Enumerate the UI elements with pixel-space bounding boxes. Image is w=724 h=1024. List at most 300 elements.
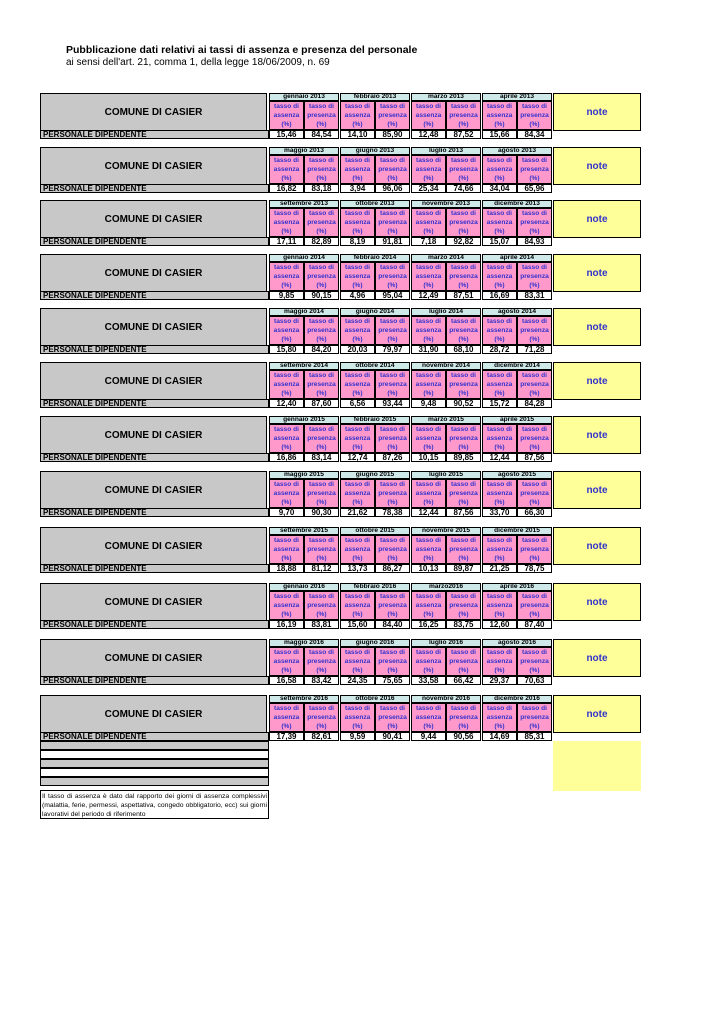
value-cell: 89,87 — [446, 564, 481, 573]
col-header-line: tasso di — [416, 649, 441, 656]
col-header-line: tasso di — [522, 264, 547, 271]
col-header-line: assenza — [486, 546, 513, 554]
col-header-line: presenza — [449, 112, 478, 120]
value-cell: 24,35 — [340, 676, 375, 685]
col-header-line: presenza — [378, 219, 407, 227]
col-header-line: (%) — [352, 175, 363, 183]
col-header-line: (%) — [316, 175, 327, 183]
col-header-presenza — [517, 208, 552, 237]
col-header-presenza — [446, 479, 481, 508]
value-cell: 84,54 — [304, 130, 339, 139]
period-block — [40, 639, 641, 685]
col-header-line: (%) — [494, 444, 505, 452]
col-header-line: (%) — [494, 228, 505, 236]
col-header-line: presenza — [307, 546, 336, 554]
col-header-line: (%) — [458, 390, 469, 398]
col-header-line: (%) — [529, 611, 540, 619]
col-header-line: (%) — [316, 611, 327, 619]
value-cell: 89,85 — [446, 453, 481, 462]
month-header: novembre 2015 — [411, 527, 481, 535]
col-header-presenza — [517, 535, 552, 564]
col-header-presenza — [375, 479, 410, 508]
col-header-presenza — [517, 155, 552, 184]
col-header-line: tasso di — [309, 426, 334, 433]
col-header-line: assenza — [344, 546, 371, 554]
col-header-line: presenza — [520, 714, 549, 722]
footnote: Il tasso di assenza è dato dal rapporto dei giorni di assenza complessivi (malattia, ferie, permessi, aspettativa, congedo obbligatorio, ecc) sui giorni lavorativi del periodo di riferimento — [40, 790, 269, 819]
col-header-line: tasso di — [309, 372, 334, 379]
col-header-line: (%) — [529, 228, 540, 236]
col-header-line: presenza — [520, 658, 549, 666]
col-header-line: tasso di — [274, 157, 299, 164]
col-header-line: presenza — [378, 435, 407, 443]
col-header-line: (%) — [281, 555, 292, 563]
month-header: novembre 2013 — [411, 200, 481, 208]
col-header-assenza — [269, 370, 304, 399]
value-cell: 33,58 — [411, 676, 446, 685]
col-header-line: tasso di — [380, 481, 405, 488]
col-header-line: assenza — [273, 327, 300, 335]
col-header-line: assenza — [415, 273, 442, 281]
col-header-line: (%) — [423, 282, 434, 290]
comune-name: COMUNE DI CASIER — [40, 639, 267, 677]
month-header: dicembre 2013 — [482, 200, 552, 208]
value-cell: 78,75 — [517, 564, 552, 573]
col-header-line: (%) — [458, 336, 469, 344]
col-header-presenza — [517, 370, 552, 399]
col-header-assenza — [411, 703, 446, 732]
col-header-line: tasso di — [274, 318, 299, 325]
month-header: febbraio 2015 — [340, 416, 410, 424]
col-header-line: (%) — [423, 444, 434, 452]
month-header: settembre 2016 — [269, 695, 339, 703]
col-header-assenza — [411, 647, 446, 676]
col-header-line: tasso di — [380, 426, 405, 433]
month-header: maggio 2014 — [269, 308, 339, 316]
period-block — [40, 416, 641, 462]
col-header-line: (%) — [281, 499, 292, 507]
value-cell: 12,60 — [482, 620, 517, 629]
col-header-line: (%) — [529, 175, 540, 183]
value-cell: 16,19 — [269, 620, 304, 629]
col-header-line: (%) — [423, 390, 434, 398]
row-label: PERSONALE DIPENDENTE — [40, 620, 269, 629]
col-header-line: tasso di — [487, 210, 512, 217]
col-header-line: (%) — [529, 336, 540, 344]
col-header-line: assenza — [344, 327, 371, 335]
col-header-presenza — [446, 647, 481, 676]
col-header-line: presenza — [378, 273, 407, 281]
col-header-line: tasso di — [274, 537, 299, 544]
col-header-presenza — [446, 591, 481, 620]
value-cell: 85,31 — [517, 732, 552, 741]
col-header-assenza — [269, 703, 304, 732]
notes-area — [553, 741, 641, 791]
col-header-line: (%) — [387, 444, 398, 452]
col-header-line: (%) — [316, 555, 327, 563]
month-header: febbraio 2014 — [340, 254, 410, 262]
col-header-line: (%) — [494, 175, 505, 183]
value-cell: 12,48 — [411, 130, 446, 139]
col-header-line: (%) — [458, 121, 469, 129]
col-header-line: tasso di — [380, 537, 405, 544]
col-header-line: (%) — [458, 667, 469, 675]
value-cell: 90,30 — [304, 508, 339, 517]
col-header-line: (%) — [352, 282, 363, 290]
col-header-line: assenza — [344, 658, 371, 666]
col-header-line: presenza — [307, 381, 336, 389]
col-header-line: assenza — [486, 273, 513, 281]
col-header-line: tasso di — [274, 593, 299, 600]
col-header-line: presenza — [307, 273, 336, 281]
col-header-line: (%) — [529, 121, 540, 129]
col-header-presenza — [517, 703, 552, 732]
col-header-assenza — [340, 370, 375, 399]
col-header-line: assenza — [486, 112, 513, 120]
col-header-line: presenza — [378, 546, 407, 554]
value-cell: 65,96 — [517, 184, 552, 193]
col-header-line: presenza — [449, 327, 478, 335]
value-cell: 87,26 — [375, 453, 410, 462]
value-cell: 15,07 — [482, 237, 517, 246]
col-header-line: tasso di — [522, 649, 547, 656]
col-header-assenza — [340, 262, 375, 291]
col-header-assenza — [482, 703, 517, 732]
month-header: aprile 2014 — [482, 254, 552, 262]
col-header-line: (%) — [281, 444, 292, 452]
col-header-line: presenza — [449, 714, 478, 722]
col-header-assenza — [482, 208, 517, 237]
col-header-line: tasso di — [345, 705, 370, 712]
col-header-line: tasso di — [522, 318, 547, 325]
month-header: giugno 2015 — [340, 471, 410, 479]
col-header-line: (%) — [316, 336, 327, 344]
note-cell: note — [553, 200, 641, 238]
value-cell: 15,72 — [482, 399, 517, 408]
month-header: luglio 2015 — [411, 471, 481, 479]
period-block — [40, 147, 641, 193]
col-header-line: (%) — [529, 499, 540, 507]
col-header-line: (%) — [352, 499, 363, 507]
col-header-presenza — [446, 262, 481, 291]
col-header-assenza — [482, 101, 517, 130]
empty-row — [40, 777, 269, 786]
month-header: ottobre 2015 — [340, 527, 410, 535]
col-header-assenza — [411, 155, 446, 184]
col-header-line: tasso di — [487, 157, 512, 164]
value-cell: 16,82 — [269, 184, 304, 193]
col-header-line: tasso di — [345, 426, 370, 433]
col-header-line: (%) — [352, 723, 363, 731]
col-header-line: (%) — [387, 336, 398, 344]
value-cell: 25,34 — [411, 184, 446, 193]
col-header-line: (%) — [529, 444, 540, 452]
col-header-line: tasso di — [451, 537, 476, 544]
value-cell: 90,41 — [375, 732, 410, 741]
value-cell: 4,96 — [340, 291, 375, 300]
value-cell: 84,28 — [517, 399, 552, 408]
col-header-assenza — [411, 208, 446, 237]
col-header-line: assenza — [273, 490, 300, 498]
col-header-assenza — [482, 535, 517, 564]
col-header-line: assenza — [273, 219, 300, 227]
value-cell: 71,28 — [517, 345, 552, 354]
col-header-assenza — [269, 591, 304, 620]
col-header-presenza — [375, 155, 410, 184]
col-header-line: presenza — [378, 327, 407, 335]
col-header-line: (%) — [352, 555, 363, 563]
col-header-presenza — [446, 155, 481, 184]
col-header-line: (%) — [281, 667, 292, 675]
month-header: giugno 2016 — [340, 639, 410, 647]
col-header-line: (%) — [281, 611, 292, 619]
col-header-line: (%) — [387, 228, 398, 236]
col-header-presenza — [304, 703, 339, 732]
col-header-assenza — [340, 155, 375, 184]
value-cell: 85,90 — [375, 130, 410, 139]
col-header-assenza — [482, 479, 517, 508]
col-header-line: assenza — [344, 166, 371, 174]
col-header-presenza — [304, 208, 339, 237]
col-header-line: (%) — [529, 555, 540, 563]
value-cell: 81,12 — [304, 564, 339, 573]
col-header-line: presenza — [378, 381, 407, 389]
col-header-line: presenza — [307, 327, 336, 335]
col-header-line: (%) — [494, 611, 505, 619]
value-cell: 28,72 — [482, 345, 517, 354]
month-header: gennaio 2015 — [269, 416, 339, 424]
col-header-line: (%) — [458, 611, 469, 619]
col-header-line: tasso di — [345, 372, 370, 379]
comune-name: COMUNE DI CASIER — [40, 416, 267, 454]
month-header: gennaio 2016 — [269, 583, 339, 591]
month-header: aprile 2015 — [482, 416, 552, 424]
col-header-line: (%) — [316, 121, 327, 129]
value-cell: 78,38 — [375, 508, 410, 517]
col-header-line: assenza — [486, 327, 513, 335]
col-header-line: assenza — [344, 112, 371, 120]
col-header-line: presenza — [449, 490, 478, 498]
page-title: Pubblicazione dati relativi ai tassi di assenza e presenza del personale — [66, 44, 418, 56]
col-header-line: tasso di — [274, 372, 299, 379]
value-cell: 16,86 — [269, 453, 304, 462]
month-header: luglio 2016 — [411, 639, 481, 647]
value-cell: 16,69 — [482, 291, 517, 300]
value-cell: 12,44 — [482, 453, 517, 462]
month-header: dicembre 2015 — [482, 527, 552, 535]
col-header-assenza — [411, 370, 446, 399]
value-cell: 7,18 — [411, 237, 446, 246]
col-header-line: assenza — [344, 714, 371, 722]
month-header: gennaio 2013 — [269, 93, 339, 101]
value-cell: 29,37 — [482, 676, 517, 685]
col-header-line: (%) — [387, 121, 398, 129]
value-cell: 10,15 — [411, 453, 446, 462]
col-header-line: presenza — [378, 166, 407, 174]
col-header-line: tasso di — [416, 705, 441, 712]
period-block — [40, 254, 641, 300]
empty-row — [40, 750, 269, 759]
value-cell: 87,51 — [446, 291, 481, 300]
col-header-line: tasso di — [487, 426, 512, 433]
col-header-presenza — [446, 535, 481, 564]
col-header-line: presenza — [378, 112, 407, 120]
col-header-line: tasso di — [522, 705, 547, 712]
month-header: maggio 2015 — [269, 471, 339, 479]
col-header-line: tasso di — [451, 649, 476, 656]
col-header-line: (%) — [281, 336, 292, 344]
col-header-line: (%) — [494, 390, 505, 398]
col-header-presenza — [517, 591, 552, 620]
col-header-assenza — [269, 535, 304, 564]
row-label: PERSONALE DIPENDENTE — [40, 453, 269, 462]
col-header-assenza — [482, 370, 517, 399]
value-cell: 87,56 — [517, 453, 552, 462]
col-header-line: tasso di — [451, 210, 476, 217]
col-header-line: tasso di — [274, 481, 299, 488]
value-cell: 9,85 — [269, 291, 304, 300]
col-header-line: presenza — [307, 658, 336, 666]
value-cell: 75,65 — [375, 676, 410, 685]
note-cell: note — [553, 583, 641, 621]
col-header-assenza — [411, 101, 446, 130]
col-header-line: presenza — [449, 546, 478, 554]
col-header-line: tasso di — [451, 481, 476, 488]
col-header-line: (%) — [316, 228, 327, 236]
col-header-line: tasso di — [522, 537, 547, 544]
col-header-line: assenza — [273, 166, 300, 174]
col-header-line: tasso di — [416, 318, 441, 325]
col-header-line: (%) — [494, 121, 505, 129]
col-header-line: assenza — [273, 381, 300, 389]
col-header-line: (%) — [458, 282, 469, 290]
col-header-line: tasso di — [274, 103, 299, 110]
col-header-line: tasso di — [522, 481, 547, 488]
value-cell: 82,89 — [304, 237, 339, 246]
col-header-line: (%) — [352, 611, 363, 619]
col-header-line: (%) — [423, 121, 434, 129]
col-header-line: assenza — [415, 602, 442, 610]
col-header-line: tasso di — [416, 481, 441, 488]
note-cell: note — [553, 254, 641, 292]
value-cell: 84,20 — [304, 345, 339, 354]
value-cell: 9,48 — [411, 399, 446, 408]
month-header: ottobre 2014 — [340, 362, 410, 370]
row-label: PERSONALE DIPENDENTE — [40, 237, 269, 246]
col-header-presenza — [375, 101, 410, 130]
col-header-line: assenza — [415, 714, 442, 722]
col-header-presenza — [304, 155, 339, 184]
col-header-assenza — [269, 101, 304, 130]
col-header-line: (%) — [316, 723, 327, 731]
col-header-line: (%) — [458, 499, 469, 507]
period-block — [40, 308, 641, 354]
value-cell: 18,88 — [269, 564, 304, 573]
value-cell: 93,44 — [375, 399, 410, 408]
col-header-line: assenza — [415, 327, 442, 335]
col-header-line: (%) — [316, 390, 327, 398]
col-header-line: (%) — [423, 228, 434, 236]
col-header-line: assenza — [415, 490, 442, 498]
value-cell: 14,69 — [482, 732, 517, 741]
col-header-line: assenza — [415, 658, 442, 666]
col-header-line: (%) — [458, 555, 469, 563]
comune-name: COMUNE DI CASIER — [40, 147, 267, 185]
col-header-line: tasso di — [487, 537, 512, 544]
col-header-assenza — [411, 424, 446, 453]
value-cell: 21,62 — [340, 508, 375, 517]
col-header-assenza — [340, 424, 375, 453]
value-cell: 92,82 — [446, 237, 481, 246]
comune-name: COMUNE DI CASIER — [40, 471, 267, 509]
col-header-assenza — [411, 535, 446, 564]
comune-name: COMUNE DI CASIER — [40, 695, 267, 733]
col-header-line: tasso di — [522, 372, 547, 379]
col-header-line: assenza — [415, 219, 442, 227]
row-label: PERSONALE DIPENDENTE — [40, 564, 269, 573]
col-header-line: (%) — [316, 282, 327, 290]
col-header-line: presenza — [449, 166, 478, 174]
col-header-line: (%) — [494, 499, 505, 507]
col-header-presenza — [375, 370, 410, 399]
period-block — [40, 527, 641, 573]
col-header-line: assenza — [486, 435, 513, 443]
col-header-line: (%) — [494, 282, 505, 290]
col-header-line: presenza — [449, 381, 478, 389]
col-header-assenza — [340, 647, 375, 676]
value-cell: 34,04 — [482, 184, 517, 193]
col-header-presenza — [304, 370, 339, 399]
col-header-line: tasso di — [345, 103, 370, 110]
col-header-line: assenza — [273, 435, 300, 443]
value-cell: 83,75 — [446, 620, 481, 629]
col-header-line: tasso di — [487, 705, 512, 712]
comune-name: COMUNE DI CASIER — [40, 93, 267, 131]
col-header-line: tasso di — [345, 593, 370, 600]
col-header-line: presenza — [449, 658, 478, 666]
value-cell: 12,49 — [411, 291, 446, 300]
col-header-line: (%) — [494, 336, 505, 344]
month-header: luglio 2014 — [411, 308, 481, 316]
col-header-line: (%) — [494, 723, 505, 731]
col-header-line: presenza — [378, 602, 407, 610]
col-header-line: (%) — [281, 390, 292, 398]
value-cell: 90,15 — [304, 291, 339, 300]
month-header: ottobre 2016 — [340, 695, 410, 703]
col-header-line: (%) — [529, 723, 540, 731]
col-header-line: tasso di — [416, 537, 441, 544]
value-cell: 90,52 — [446, 399, 481, 408]
value-cell: 83,14 — [304, 453, 339, 462]
col-header-line: presenza — [520, 273, 549, 281]
col-header-line: tasso di — [416, 264, 441, 271]
col-header-assenza — [269, 424, 304, 453]
col-header-presenza — [304, 424, 339, 453]
col-header-presenza — [446, 101, 481, 130]
col-header-line: tasso di — [309, 593, 334, 600]
value-cell: 96,06 — [375, 184, 410, 193]
month-header: agosto 2014 — [482, 308, 552, 316]
col-header-line: (%) — [423, 555, 434, 563]
period-block — [40, 362, 641, 408]
col-header-line: assenza — [273, 602, 300, 610]
month-header: agosto 2016 — [482, 639, 552, 647]
col-header-line: (%) — [423, 175, 434, 183]
col-header-presenza — [375, 703, 410, 732]
col-header-line: presenza — [307, 219, 336, 227]
comune-name: COMUNE DI CASIER — [40, 527, 267, 565]
col-header-line: assenza — [344, 602, 371, 610]
